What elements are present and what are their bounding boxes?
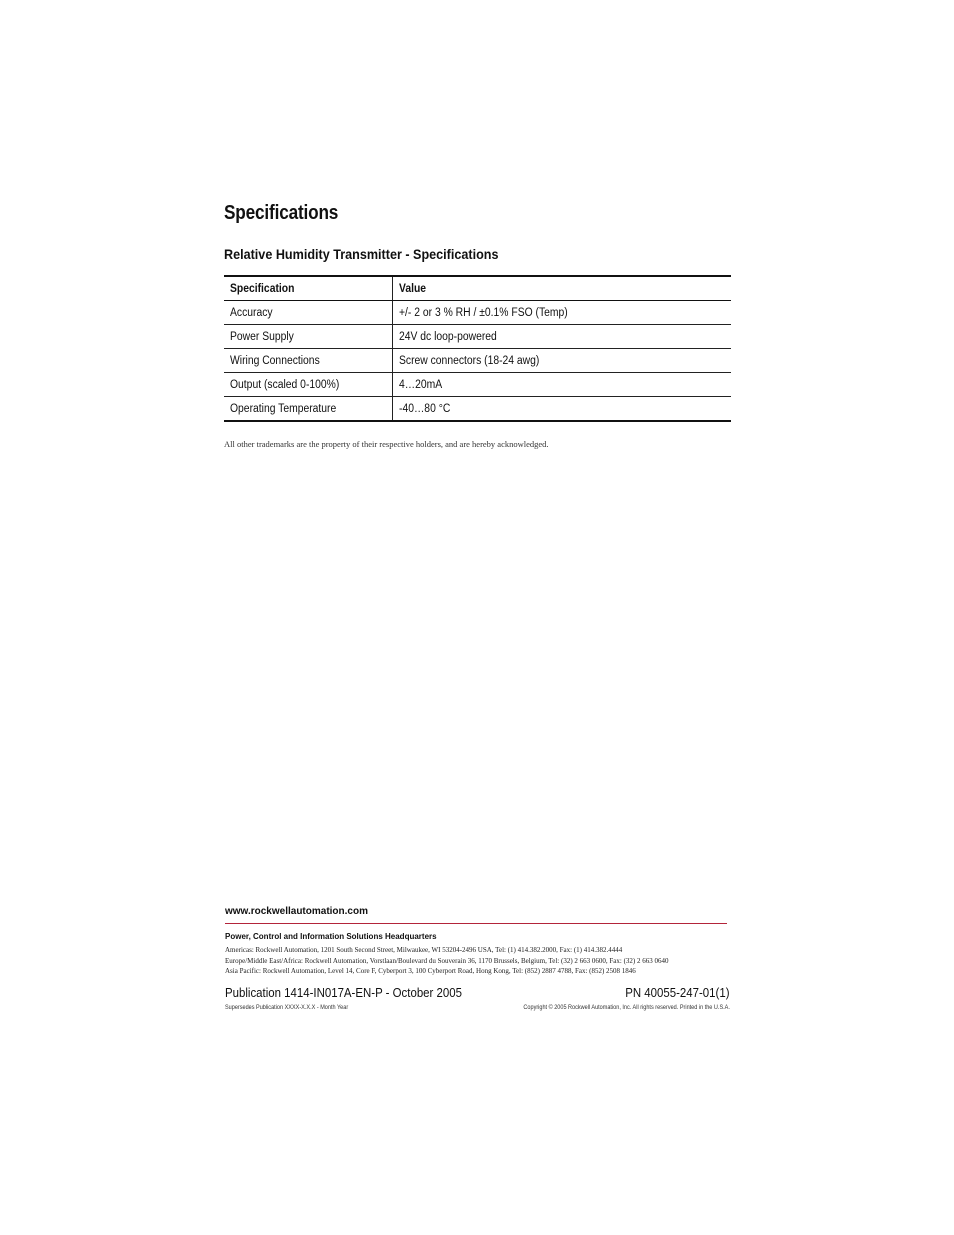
spec-name-cell: Operating Temperature	[224, 397, 393, 422]
table-row	[224, 397, 731, 422]
website-link[interactable]: www.rockwellautomation.com	[225, 906, 368, 917]
headquarters-title: Power, Control and Information Solutions Headquarters	[225, 932, 437, 941]
trademark-note: All other trademarks are the property of their respective holders, and are hereby acknowledged.	[224, 439, 549, 449]
table-row	[224, 301, 731, 325]
spec-value-cell: Screw connectors (18-24 awg)	[393, 349, 732, 373]
publication-number: Publication 1414-IN017A-EN-P - October 2005	[225, 985, 462, 1000]
part-number: PN 40055-247-01(1)	[625, 985, 730, 1000]
address-americas: Americas: Rockwell Automation, 1201 South Second Street, Milwaukee, WI 53204-2496 USA, Tel: (1) 414.382.2000, Fax: (1) 414.382.4444	[225, 946, 623, 954]
table-row	[224, 325, 731, 349]
header-specification: Specification	[224, 276, 393, 301]
spec-name-cell: Power Supply	[224, 325, 393, 349]
address-emea: Europe/Middle East/Africa: Rockwell Automation, Vorstlaan/Boulevard du Souverain 36, 1170 Brussels, Belgium, Tel: (32) 2 663 0600, Fax: (32) 2 663 0640	[225, 957, 669, 965]
table-header-row	[224, 276, 731, 301]
spec-value-cell: +/- 2 or 3 % RH / ±0.1% FSO (Temp)	[393, 301, 732, 325]
spec-value-cell: 4…20mA	[393, 373, 732, 397]
spec-name-cell: Accuracy	[224, 301, 393, 325]
spec-name-cell: Wiring Connections	[224, 349, 393, 373]
section-title: Relative Humidity Transmitter - Specifications	[224, 246, 499, 262]
spec-name-cell: Output (scaled 0-100%)	[224, 373, 393, 397]
page-title: Specifications	[224, 202, 339, 224]
table-row	[224, 349, 731, 373]
address-asia-pacific: Asia Pacific: Rockwell Automation, Level 14, Core F, Cyberport 3, 100 Cyberport Road, Hong Kong, Tel: (852) 2887 4788, Fax: (852) 2508 1846	[225, 967, 636, 975]
copyright-note: Copyright © 2005 Rockwell Automation, Inc. All rights reserved. Printed in the U.S.A.	[523, 1004, 730, 1011]
spec-value-cell: -40…80 °C	[393, 397, 732, 422]
spec-value-cell: 24V dc loop-powered	[393, 325, 732, 349]
table-row	[224, 373, 731, 397]
footer-divider	[225, 923, 727, 924]
specifications-table	[224, 275, 731, 422]
header-value: Value	[393, 276, 732, 301]
supersedes-note: Supersedes Publication XXXX-X.X.X - Month Year	[225, 1004, 349, 1011]
